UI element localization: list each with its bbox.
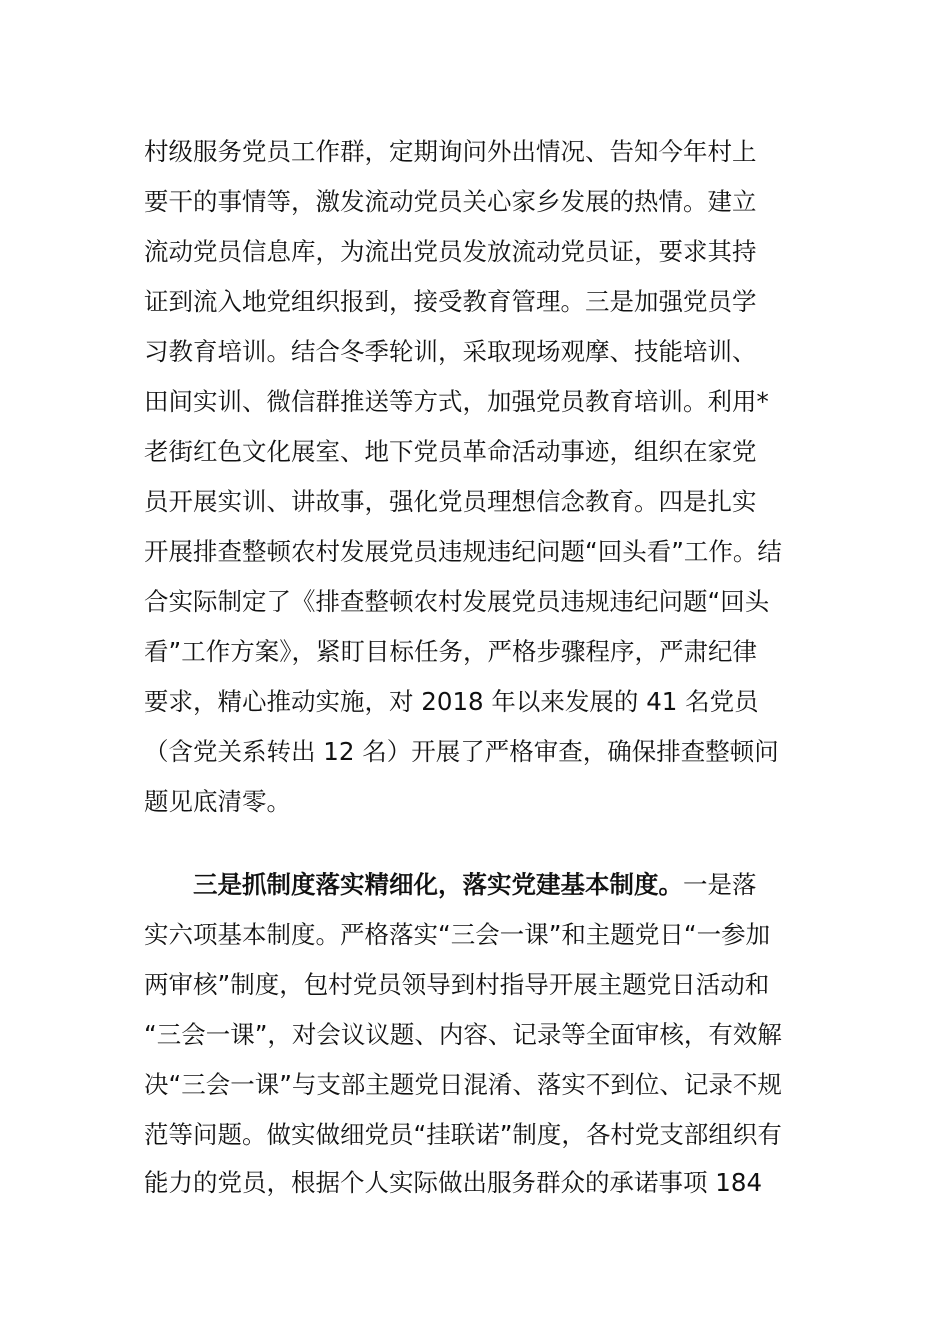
paragraph-line: 老街红色文化展室、地下党员革命活动事迹，组织在家党 [144, 437, 757, 466]
paragraph-line: 能力的党员，根据个人实际做出服务群众的承诺事项 184 [144, 1168, 763, 1197]
paragraph-line: 看”工作方案》，紧盯目标任务，严格步骤程序，严肃纪律 [144, 637, 757, 666]
paragraph-line: 决“三会一课”与支部主题党日混淆、落实不到位、记录不规 [144, 1070, 782, 1099]
section-heading: 三是抓制度落实精细化，落实党建基本制度。 [193, 870, 683, 899]
paragraph-line: 范等问题。做实做细党员“挂联诺”制度，各村党支部组织有 [144, 1120, 782, 1149]
paragraph-line: 员开展实训、讲故事，强化党员理想信念教育。四是扎实 [144, 487, 757, 516]
paragraph-line: 两审核”制度，包村党员领导到村指导开展主题党日活动和 [144, 970, 770, 999]
paragraph-line: “三会一课”，对会议议题、内容、记录等全面审核，有效解 [144, 1020, 782, 1049]
paragraph-first-line [193, 868, 757, 902]
paragraph-line: 田间实训、微信群推送等方式，加强党员教育培训。利用* [144, 387, 769, 416]
paragraph-line: 题见底清零。 [144, 787, 291, 816]
paragraph-line: 村级服务党员工作群，定期询问外出情况、告知今年村上 [144, 137, 757, 166]
paragraph-line: 证到流入地党组织报到，接受教育管理。三是加强党员学 [144, 287, 757, 316]
paragraph-line: 开展排查整顿农村发展党员违规违纪问题“回头看”工作。结 [144, 537, 782, 566]
paragraph-line: 合实际制定了《排查整顿农村发展党员违规违纪问题“回头 [144, 587, 770, 616]
paragraph-line: 流动党员信息库，为流出党员发放流动党员证，要求其持 [144, 237, 757, 266]
paragraph-line: 要求，精心推动实施，对 2018 年以来发展的 41 名党员 [144, 687, 759, 716]
paragraph-line: （含党关系转出 12 名）开展了严格审查，确保排查整顿问 [144, 737, 779, 766]
paragraph-line: 实六项基本制度。严格落实“三会一课”和主题党日“一参加 [144, 920, 771, 949]
section-heading-continuation: 一是落 [683, 870, 757, 899]
paragraph-line: 要干的事情等，激发流动党员关心家乡发展的热情。建立 [144, 187, 757, 216]
paragraph-line: 习教育培训。结合冬季轮训，采取现场观摩、技能培训、 [144, 337, 757, 366]
